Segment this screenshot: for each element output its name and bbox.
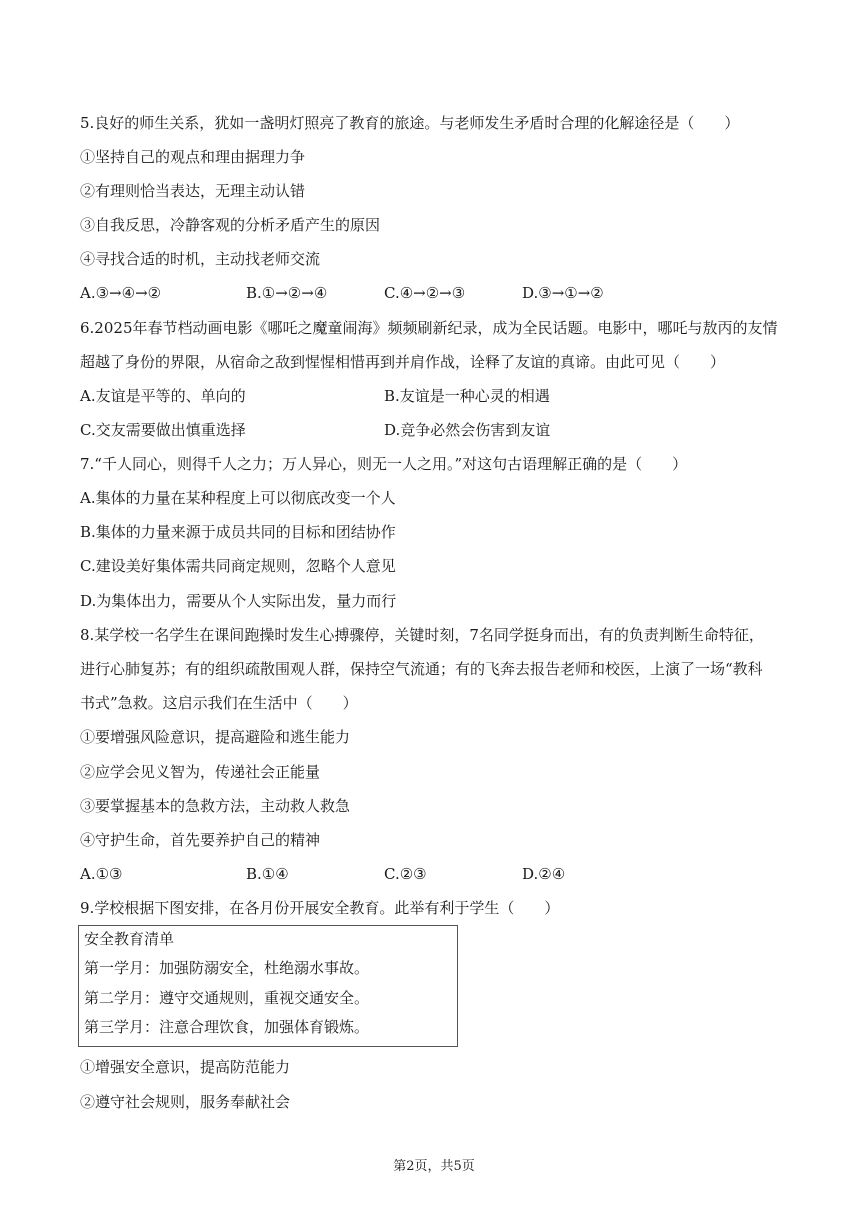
q8-item-4: ④守护生命，首先要养护自己的精神 <box>80 831 321 849</box>
q5-item-4: ④寻找合适的时机，主动找老师交流 <box>80 250 321 268</box>
q6-options-row-1 <box>80 386 800 406</box>
q5-item-3: ③自我反思，冷静客观的分析矛盾产生的原因 <box>80 216 381 234</box>
safety-list-row-3: 第三学月：注意合理饮食，加强体育锻炼。 <box>84 1018 370 1036</box>
q5-option-c: C.④→②→③ <box>384 284 466 302</box>
q6-option-a: A.友谊是平等的、单向的 <box>80 387 246 405</box>
q6-option-c: C.交友需要做出慎重选择 <box>80 421 246 439</box>
q5-stem: 5.良好的师生关系，犹如一盏明灯照亮了教育的旅途。与老师发生矛盾时合理的化解途径是（ ） <box>80 114 740 132</box>
q5-option-d: D.③→①→② <box>522 284 604 302</box>
safety-list-row-1: 第一学月：加强防溺安全，杜绝溺水事故。 <box>84 959 370 977</box>
q9-item-1: ①增强安全意识，提高防范能力 <box>80 1058 291 1076</box>
q7-option-d: D.为集体出力，需要从个人实际出发，量力而行 <box>80 592 397 610</box>
q5-option-a: A.③→④→② <box>80 284 162 302</box>
q5-item-1: ①坚持自己的观点和理由据理力争 <box>80 148 306 166</box>
safety-list-title: 安全教育清单 <box>84 930 175 948</box>
q8-stem-line-2: 进行心肺复苏；有的组织疏散围观人群，保持空气流通；有的飞奔去报告老师和校医，上演了一场“教科 <box>80 660 763 678</box>
q6-options-row-2 <box>80 420 800 440</box>
q5-options <box>80 283 800 303</box>
q8-stem-line-1: 8.某学校一名学生在课间跑操时发生心搏骤停，关键时刻，7名同学挺身而出，有的负责判断生命特征， <box>80 626 764 644</box>
q8-item-1: ①要增强风险意识，提高避险和逃生能力 <box>80 728 351 746</box>
q5-option-b: B.①→②→④ <box>246 284 328 302</box>
q6-option-d: D.竞争必然会伤害到友谊 <box>384 421 551 439</box>
q8-option-c: C.②③ <box>384 865 427 883</box>
q8-stem-line-3: 书式”急救。这启示我们在生活中（ ） <box>80 694 358 712</box>
q6-option-b: B.友谊是一种心灵的相遇 <box>384 387 550 405</box>
safety-list-row-2: 第二学月：遵守交通规则，重视交通安全。 <box>84 989 370 1007</box>
q8-option-d: D.②④ <box>522 865 566 883</box>
q8-option-b: B.①④ <box>246 865 289 883</box>
q7-option-c: C.建设美好集体需共同商定规则，忽略个人意见 <box>80 557 396 575</box>
q7-option-b: B.集体的力量来源于成员共同的目标和团结协作 <box>80 523 396 541</box>
q8-options <box>80 864 800 884</box>
q8-item-3: ③要掌握基本的急救方法，主动救人救急 <box>80 797 351 815</box>
page-number-footer: 第2页，共5页 <box>393 1159 475 1174</box>
q5-item-2: ②有理则恰当表达，无理主动认错 <box>80 182 306 200</box>
q7-stem: 7.“千人同心，则得千人之力；万人异心，则无一人之用。”对这句古语理解正确的是（ ） <box>80 455 688 473</box>
safety-education-list-box <box>78 925 458 1047</box>
q6-stem-line-1: 6.2025年春节档动画电影《哪吒之魔童闹海》频频刷新纪录，成为全民话题。电影中，哪吒与敖丙的友情 <box>80 319 778 337</box>
q6-stem-line-2: 超越了身份的界限，从宿命之敌到惺惺相惜再到并肩作战，诠释了友谊的真谛。由此可见（ ） <box>80 353 726 371</box>
q8-option-a: A.①③ <box>80 865 123 883</box>
q7-option-a: A.集体的力量在某种程度上可以彻底改变一个人 <box>80 489 396 507</box>
q9-stem: 9.学校根据下图安排，在各月份开展安全教育。此举有利于学生（ ） <box>80 899 560 917</box>
q8-item-2: ②应学会见义智为，传递社会正能量 <box>80 763 321 781</box>
q9-item-2: ②遵守社会规则，服务奉献社会 <box>80 1093 291 1111</box>
